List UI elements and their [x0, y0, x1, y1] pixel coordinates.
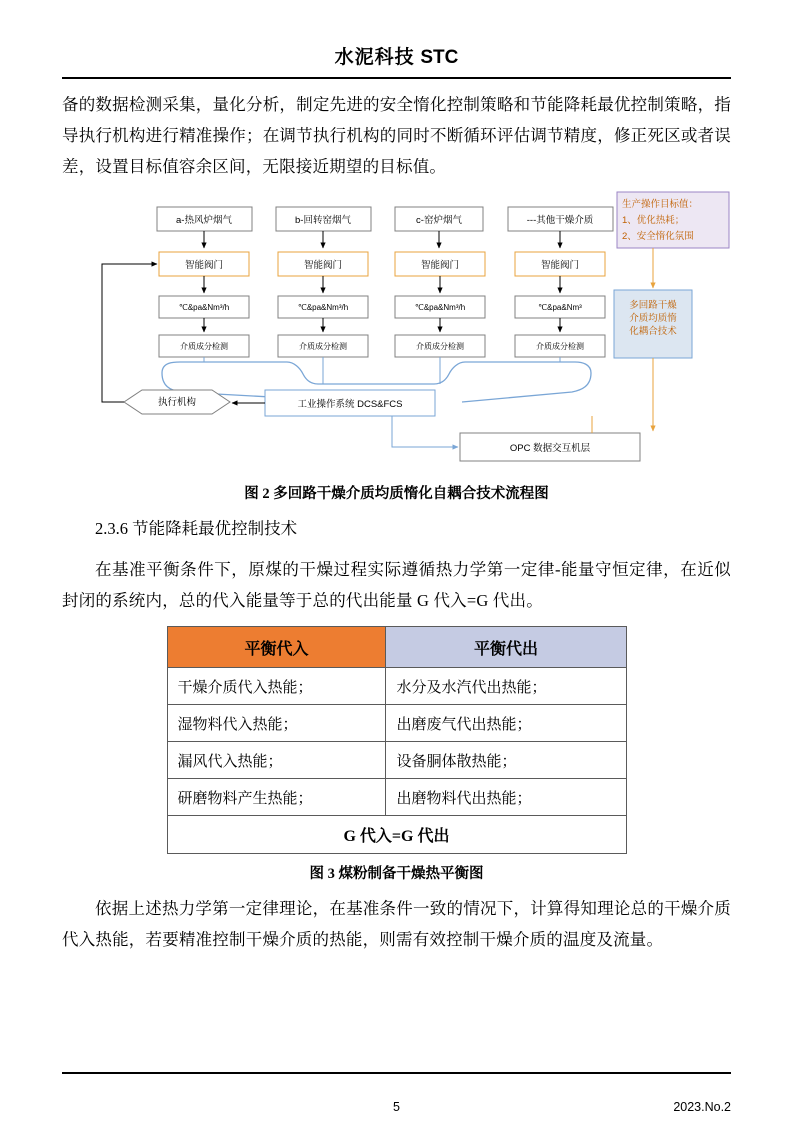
svg-text:℃&pa&Nm³/h: ℃&pa&Nm³/h — [297, 303, 349, 312]
cell-out: 水分及水汽代出热能； — [386, 668, 626, 705]
svg-text:---其他干燥介质: ---其他干燥介质 — [526, 215, 594, 226]
svg-text:介质成分检测: 介质成分检测 — [536, 342, 584, 351]
source-box-1 — [157, 207, 252, 231]
svg-text:2、安全惰化氛围: 2、安全惰化氛围 — [622, 231, 694, 242]
page-header — [62, 0, 731, 69]
svg-text:℃&pa&Nm³/h: ℃&pa&Nm³/h — [178, 303, 230, 312]
valve-box-4 — [515, 252, 605, 276]
page-number: 5 — [393, 1100, 400, 1114]
cell-in: 研磨物料产生热能； — [167, 779, 386, 816]
svg-text:介质成分检测: 介质成分检测 — [416, 342, 464, 351]
svg-text:生产操作目标值：: 生产操作目标值： — [622, 199, 699, 210]
source-box-2 — [276, 207, 371, 231]
cell-total: G 代入=G 代出 — [167, 816, 626, 854]
section-heading: 2.3.6 节能降耗最优控制技术 — [95, 519, 298, 538]
valve-box-2 — [278, 252, 368, 276]
meter-box-3 — [395, 296, 485, 318]
balance-table — [167, 626, 627, 854]
svg-text:执行机构: 执行机构 — [157, 397, 197, 408]
journal-title-cn: 水泥科技 — [334, 47, 415, 68]
svg-text:化耦合技术: 化耦合技术 — [629, 326, 677, 337]
footer-divider — [62, 1072, 731, 1074]
paragraph-3: 依据上述热力学第一定律理论，在基准条件一致的情况下，计算得知理论总的干燥介质代入热能，若要精准控制干燥介质的热能，则需有效控制干燥介质的温度及流量。 — [62, 899, 731, 949]
source-box-4 — [508, 207, 613, 231]
meter-box-2 — [278, 296, 368, 318]
detector-box-1 — [159, 335, 249, 357]
cell-in: 湿物料代入热能； — [167, 705, 386, 742]
svg-text:智能阀门: 智能阀门 — [540, 260, 580, 271]
figure-2-diagram — [62, 190, 731, 480]
svg-text:介质均质惰: 介质均质惰 — [629, 313, 677, 324]
paragraph-1: 备的数据检测采集，量化分析，制定先进的安全惰化控制策略和节能降耗最优控制策略，指导执行机构进行精准操作；在调节执行机构的同时不断循环评估调节精度，修正死区或者误差，设置目标值容余区间，无限接近期望的目标值。 — [62, 95, 731, 176]
header-cell-in: 平衡代入 — [167, 627, 386, 668]
cell-in: 干燥介质代入热能； — [167, 668, 386, 705]
journal-title-en: STC — [420, 47, 459, 68]
cell-in: 漏风代入热能； — [167, 742, 386, 779]
svg-text:OPC 数据交互机层: OPC 数据交互机层 — [509, 443, 591, 454]
table-row — [167, 779, 626, 816]
svg-text:智能阀门: 智能阀门 — [184, 260, 224, 271]
table-row — [167, 705, 626, 742]
svg-text:介质成分检测: 介质成分检测 — [299, 342, 347, 351]
detector-box-3 — [395, 335, 485, 357]
figure-3-caption: 图 3 煤粉制备干燥热平衡图 — [309, 866, 484, 882]
table-total-row — [167, 816, 626, 854]
cell-out: 设备胴体散热能； — [386, 742, 626, 779]
svg-text:1、优化热耗；: 1、优化热耗； — [622, 215, 685, 226]
header-cell-out: 平衡代出 — [386, 627, 626, 668]
paragraph-2: 在基准平衡条件下，原煤的干燥过程实际遵循热力学第一定律-能量守恒定律，在近似封闭的系统内，总的代入能量等于总的代出能量 G 代入=G 代出。 — [62, 560, 731, 610]
source-box-3 — [395, 207, 483, 231]
issue-label: 2023.No.2 — [673, 1100, 731, 1114]
detector-box-2 — [278, 335, 368, 357]
table-row — [167, 668, 626, 705]
svg-text:智能阀门: 智能阀门 — [303, 260, 343, 271]
tech-box — [614, 290, 692, 358]
header-divider — [62, 77, 731, 79]
svg-text:℃&pa&Nm³/h: ℃&pa&Nm³/h — [414, 303, 466, 312]
goal-box — [617, 192, 729, 248]
opc-box — [460, 433, 640, 461]
svg-text:多回路干燥: 多回路干燥 — [629, 300, 677, 311]
svg-text:℃&pa&Nm³: ℃&pa&Nm³ — [538, 303, 582, 312]
valve-box-3 — [395, 252, 485, 276]
table-row — [167, 742, 626, 779]
detector-box-4 — [515, 335, 605, 357]
figure-2-caption: 图 2 多回路干燥介质均质惰化自耦合技术流程图 — [244, 486, 549, 502]
cell-out: 出磨物料代出热能； — [386, 779, 626, 816]
meter-box-4 — [515, 296, 605, 318]
figure-3-table-wrapper — [167, 626, 627, 854]
svg-text:智能阀门: 智能阀门 — [420, 260, 460, 271]
svg-text:c-窑炉烟气: c-窑炉烟气 — [416, 215, 462, 226]
dcs-box — [265, 390, 435, 416]
cell-out: 出磨废气代出热能； — [386, 705, 626, 742]
meter-box-1 — [159, 296, 249, 318]
valve-box-1 — [159, 252, 249, 276]
svg-text:介质成分检测: 介质成分检测 — [180, 342, 228, 351]
svg-text:b-回转窑烟气: b-回转窑烟气 — [295, 215, 351, 226]
actuator-node — [124, 390, 230, 414]
svg-text:a-热风炉烟气: a-热风炉烟气 — [176, 215, 232, 226]
svg-text:工业操作系统 DCS&FCS: 工业操作系统 DCS&FCS — [297, 399, 403, 410]
table-header-row — [167, 627, 626, 668]
